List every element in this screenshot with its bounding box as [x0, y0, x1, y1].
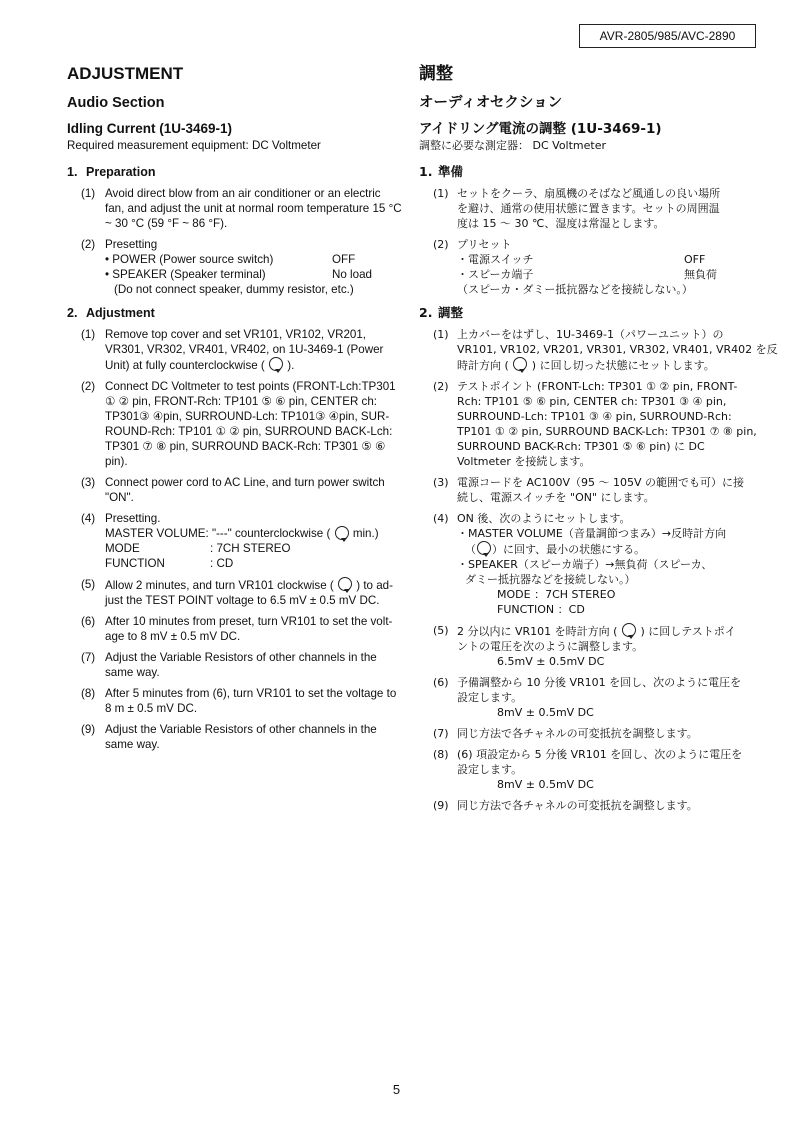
section-title: Audio Section — [67, 95, 165, 111]
prep-item-2: (2) Presetting • POWER (Power source switch) OFF • SPEAKER (Speaker terminal) No load (Do not connect speaker, dummy resistor, etc.) — [67, 237, 405, 297]
english-column — [67, 62, 405, 758]
adj-item-6: (6) After 10 minutes from preset, turn VR101 to set the volt- age to 8 mV ± 0.5 mV DC. — [81, 615, 393, 643]
model-number-box: AVR-2805/985/AVC-2890 — [579, 24, 756, 48]
adj-item-3-jp: (3) 電源コードを AC100V（95 〜 105V の範囲でも可）に接 続し、電源スイッチを "ON" にします。 — [433, 476, 745, 504]
adj-item-6-jp: (6) 予備調整から 10 分後 VR101 を回し、次のように電圧を 設定します。 8mV ± 0.5mV DC — [419, 675, 764, 720]
adj-item-1-jp: (1) 上カバーをはずし、1U-3469-1（パワーユニット）の VR101, VR102, VR201, VR301, VR302, VR401, VR402 を反 時計方向 ( ) に回し切った状態にセットします。 — [433, 328, 778, 372]
voltage-value: 8mV ± 0.5mV DC — [497, 778, 594, 791]
adjustment-heading-jp: 2. 調整 — [419, 305, 464, 320]
section-title-jp: オーディオセクション — [419, 95, 563, 111]
knob-ccw-icon — [513, 357, 527, 371]
adj-item-3: (3) Connect power cord to AC Line, and turn power switch "ON". — [81, 476, 385, 504]
adj-item-8: (8) After 5 minutes from (6), turn VR101 to set the voltage to 8 m ± 0.5 mV DC. — [81, 687, 397, 715]
knob-cw-icon — [622, 623, 636, 637]
power-value: OFF — [332, 253, 356, 266]
subsection-title: Idling Current (1U-3469-1) — [67, 121, 233, 136]
japanese-column — [419, 62, 778, 819]
page-title: ADJUSTMENT — [67, 64, 184, 83]
power-label: • POWER (Power source switch) — [105, 253, 274, 266]
prep-item-2-jp: (2) プリセット ・電源スイッチ OFF ・スピーカ端子 無負荷 （スピーカ・ダミー抵抗器などを接続しない。） — [419, 237, 764, 297]
subsection-title-jp: アイドリング電流の調整 (1U-3469-1) — [419, 121, 662, 137]
adj-item-1: (1) Remove top cover and set VR101, VR102, VR201, VR301, VR302, VR401, VR402, on 1U-3469-1 (Power Unit) at fully counterclockwise ( ). — [81, 328, 384, 372]
speaker-value: No load — [332, 268, 372, 281]
prep-item-1-jp: (1) セットをクーラ、扇風機のそばなど風通しの良い場所 を避け、通常の使用状態に置きます。セットの周囲温 度は 15 〜 30 ℃、湿度は常湿とします。 — [433, 187, 721, 230]
adjustment-heading: 2. Adjustment — [67, 306, 155, 320]
speaker-note: (Do not connect speaker, dummy resistor, etc.) — [114, 283, 354, 296]
adj-item-2-jp: (2) テストポイント (FRONT-Lch: TP301 ① ② pin, FRONT- Rch: TP101 ⑤ ⑥ pin, CENTER ch: TP301 ③ ④ pin, SURROUND-Lch: TP101 ③ ④ pin, SURROUND-Rch: TP101 ① ② pin, SURROUND BACK-Lch: TP301 ⑦ ⑧ pin, SURROUND BACK-Rch: TP301 ⑤ ⑥ pin) に DC Voltmeter を接続します。 — [433, 380, 757, 468]
adj-item-9-jp: (9) 同じ方法で各チャネルの可変抵抗を調整します。 — [433, 799, 698, 812]
knob-ccw-icon — [335, 526, 349, 540]
adj-item-9: (9) Adjust the Variable Resistors of other channels in the same way. — [81, 723, 377, 751]
preparation-heading-jp: 1. 準備 — [419, 164, 464, 179]
knob-ccw-icon — [477, 541, 491, 555]
adj-item-5-jp: (5) 2 分以内に VR101 を時計方向 ( ) に回しテストポイ ントの電圧を次のように調整します。 6.5mV ± 0.5mV DC — [419, 623, 764, 669]
adj-item-5: (5) Allow 2 minutes, and turn VR101 clockwise ( ) to ad- just the TEST POINT voltage to 6.5 mV ± 0.5 mV DC. — [81, 578, 393, 607]
prep-item-1: (1) Avoid direct blow from an air conditioner or an electric fan, and adjust the unit at normal room temperature 15 °C ~ 30 °C (59 °F ~ 86 °F). — [81, 187, 402, 230]
speaker-label: • SPEAKER (Speaker terminal) — [105, 268, 266, 281]
voltage-value: 8mV ± 0.5mV DC — [497, 706, 594, 719]
knob-ccw-icon — [269, 357, 283, 371]
adj-item-7-jp: (7) 同じ方法で各チャネルの可変抵抗を調整します。 — [433, 727, 698, 740]
adj-item-7: (7) Adjust the Variable Resistors of other channels in the same way. — [81, 651, 377, 679]
speaker-note-jp: （スピーカ・ダミー抵抗器などを接続しない。） — [457, 283, 693, 296]
page-title-jp: 調整 — [419, 64, 453, 84]
required-equipment-jp: 調整に必要な測定器： DC Voltmeter — [419, 139, 606, 152]
power-value-jp: OFF — [684, 253, 706, 266]
preparation-heading: 1. Preparation — [67, 165, 156, 179]
power-label-jp: ・電源スイッチ — [457, 253, 534, 266]
knob-cw-icon — [338, 577, 352, 591]
adj-item-4: (4) Presetting. MASTER VOLUME : "---" counterclockwise ( min.) MODE : 7CH STEREO FUNCTION : CD — [81, 512, 379, 570]
speaker-value-jp: 無負荷 — [684, 268, 717, 281]
adj-item-2: (2) Connect DC Voltmeter to test points (FRONT-Lch:TP301 ① ② pin, FRONT-Rch: TP101 ⑤ ⑥ pin, CENTER ch: TP301③ ④pin, SURROUND-Lch: TP101③ ④pin, SUR- ROUND-Rch: TP101 ① ② pin, SURROUND BACK-Lch: TP301 ⑦ ⑧ pin, SURROUND BACK-Rch: TP301 ⑤ ⑥ pin). — [81, 380, 396, 468]
page-number: 5 — [392, 1082, 401, 1097]
speaker-label-jp: ・スピーカ端子 — [457, 268, 534, 281]
adj-item-8-jp: (8) (6) 項設定から 5 分後 VR101 を回し、次のように電圧を 設定します。 8mV ± 0.5mV DC — [419, 747, 764, 792]
required-equipment: Required measurement equipment: DC Voltmeter — [67, 139, 321, 152]
adj-item-4-jp: (4) ON 後、次のようにセットします。 ・MASTER VOLUME（音量調節つまみ）→反時計方向 （ ）に回す、最小の状態にする。 ・SPEAKER（スピーカ端子）→無負荷（スピーカ、 ダミー抵抗器などを接続しない。） MODE ：7CH STEREO FUNCTION ：CD — [433, 512, 727, 616]
voltage-value: 6.5mV ± 0.5mV DC — [497, 655, 605, 668]
